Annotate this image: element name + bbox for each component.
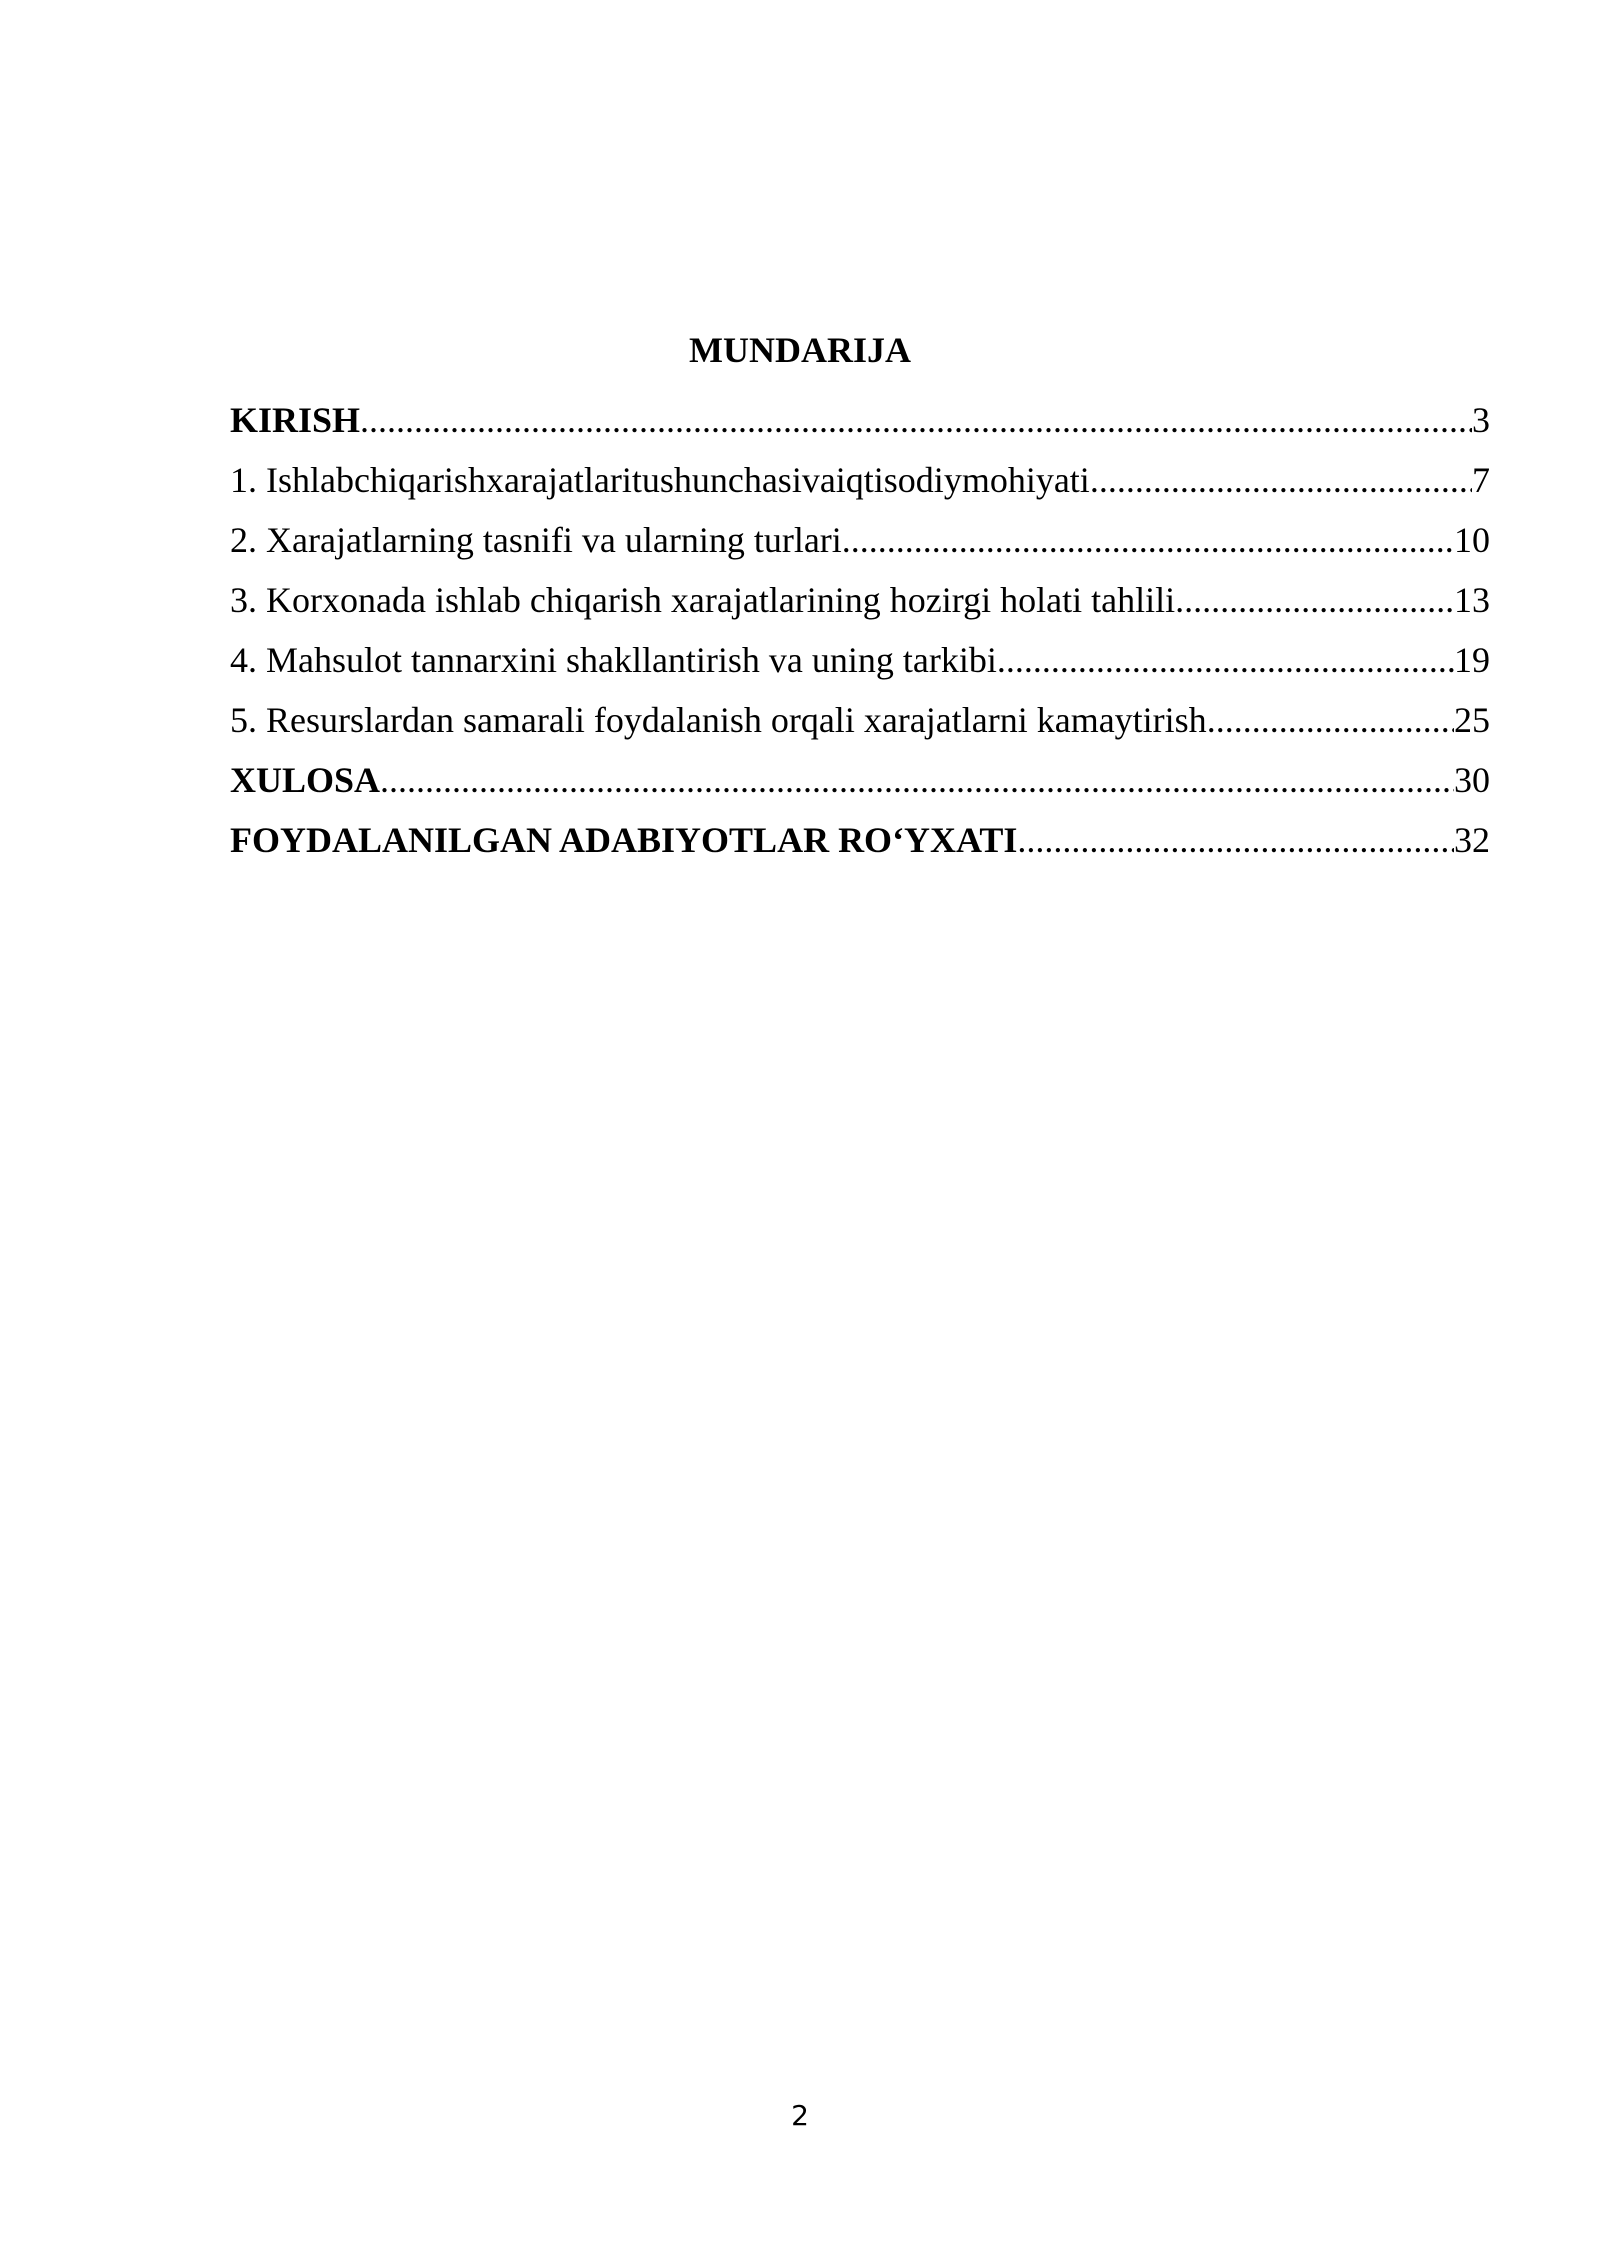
toc-entry[interactable] — [230, 818, 1490, 878]
toc-entry[interactable] — [230, 698, 1490, 758]
toc-entry[interactable] — [230, 398, 1490, 458]
toc-entry-page: 19 — [1454, 640, 1490, 680]
toc-entry[interactable] — [230, 518, 1490, 578]
toc-entry[interactable] — [230, 758, 1490, 818]
toc-entry-label: 5. Resurslardan samarali foydalanish orqali xarajatlarni kamaytirish — [230, 700, 1207, 740]
dot-leader — [1175, 578, 1454, 622]
toc-entry-label: 3. Korxonada ishlab chiqarish xarajatlarining hozirgi holati tahlili — [230, 580, 1176, 620]
table-of-contents — [230, 398, 1490, 878]
toc-entry-page: 10 — [1454, 520, 1490, 560]
toc-title: MUNDARIJA — [689, 330, 911, 370]
toc-entry[interactable] — [230, 638, 1490, 698]
page-number: 2 — [791, 2099, 809, 2132]
toc-entry-page: 13 — [1454, 580, 1490, 620]
toc-entry-label: 1. Ishlabchiqarishxarajatlaritushunchasivaiqtisodiymohiyati — [230, 460, 1090, 500]
toc-entry-page: 32 — [1454, 820, 1490, 860]
toc-entry-label: 4. Mahsulot tannarxini shakllantirish va uning tarkibi — [230, 640, 997, 680]
dot-leader — [380, 758, 1454, 802]
toc-entry-page: 7 — [1472, 460, 1490, 500]
toc-entry-label: XULOSA — [230, 760, 381, 800]
toc-entry-page: 30 — [1454, 760, 1490, 800]
dot-leader — [1090, 458, 1472, 502]
toc-entry-page: 25 — [1454, 700, 1490, 740]
toc-entry-label: FOYDALANILGAN ADABIYOTLAR RO‘YXATI — [230, 820, 1018, 860]
dot-leader — [1017, 818, 1454, 862]
toc-entry-page: 3 — [1472, 400, 1490, 440]
dot-leader — [842, 518, 1454, 562]
dot-leader — [997, 638, 1454, 682]
toc-entry-label: KIRISH — [230, 400, 361, 440]
toc-entry[interactable] — [230, 458, 1490, 518]
toc-entry-label: 2. Xarajatlarning tasnifi va ularning turlari — [230, 520, 842, 560]
toc-entry[interactable] — [230, 578, 1490, 638]
dot-leader — [360, 398, 1472, 442]
dot-leader — [1207, 698, 1454, 742]
